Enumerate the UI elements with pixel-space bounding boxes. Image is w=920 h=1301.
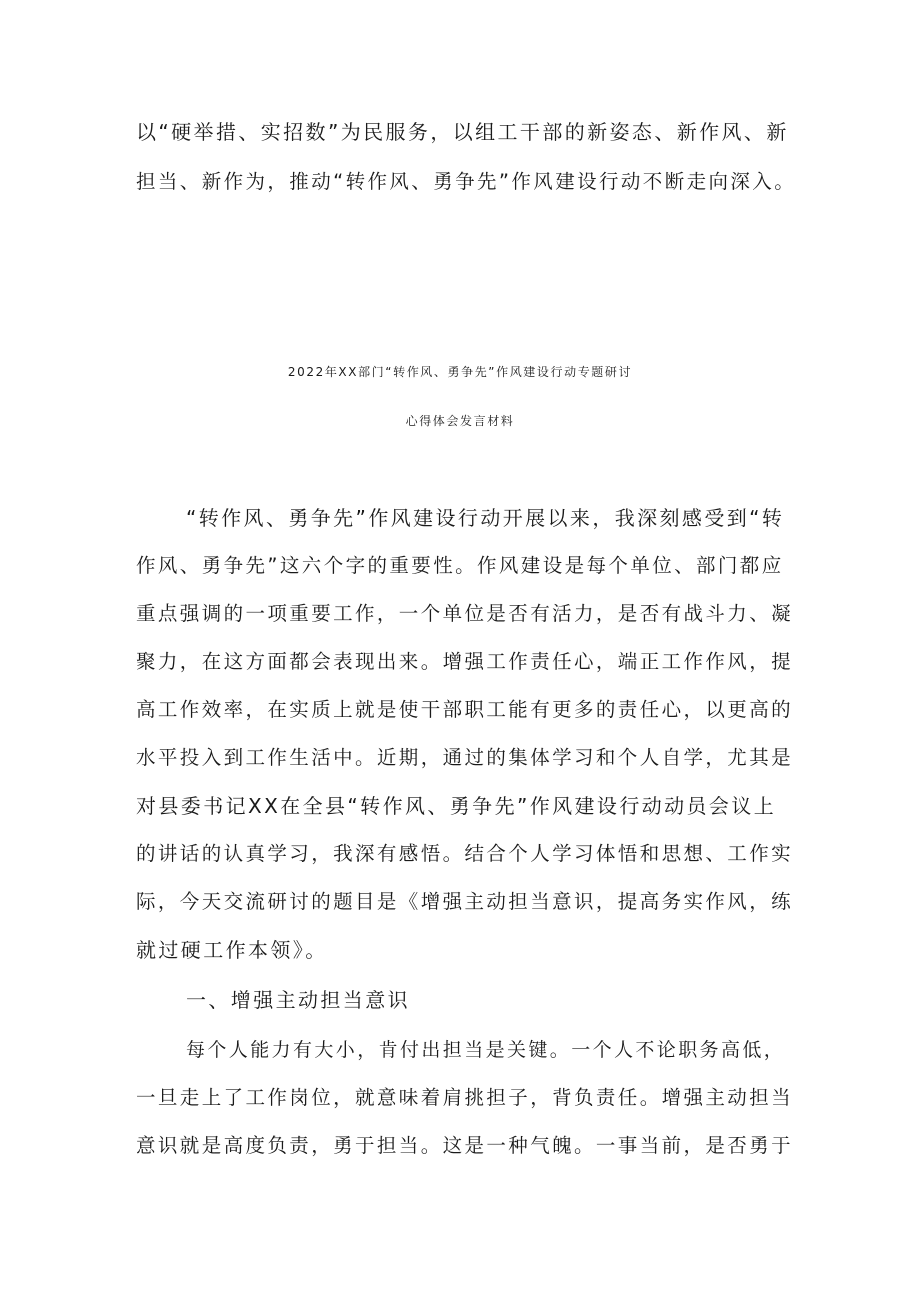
paragraph-line: 作风、勇争先”这六个字的重要性。作风建设是每个单位、部门都应 <box>136 554 784 577</box>
paragraph-line: 的讲话的认真学习，我深有感悟。结合个人学习体悟和思想、工作实 <box>136 842 794 865</box>
paragraph-line: 水平投入到工作生活中。近期，通过的集体学习和个人自学，尤其是 <box>136 746 794 769</box>
paragraph-line: 重点强调的一项重要工作，一个单位是否有活力，是否有战斗力、凝 <box>136 602 794 625</box>
paragraph-line: 意识就是高度负责，勇于担当。这是一种气魄。一事当前，是否勇于 <box>136 1134 794 1157</box>
paragraph-line: 高工作效率，在实质上就是使干部职工能有更多的责任心，以更高的 <box>136 698 794 721</box>
paragraph-line: 以“硬举措、实招数”为民服务，以组工干部的新姿态、新作风、新 <box>136 120 789 144</box>
title-line-2: 心得体会发言材料 <box>405 414 515 428</box>
paragraph-line: 聚力，在这方面都会表现出来。增强工作责任心，端正工作作风，提 <box>136 650 794 673</box>
paragraph-line: 对县委书记XX在全县“转作风、勇争先”作风建设行动动员会议上 <box>136 794 777 818</box>
section-heading: 一、增强主动担当意识 <box>186 988 410 1012</box>
paragraph-line: 一旦走上了工作岗位，就意味着肩挑担子，背负责任。增强主动担当 <box>136 1086 794 1109</box>
paragraph-line: “转作风、勇争先”作风建设行动开展以来，我深刻感受到“转 <box>186 506 785 530</box>
title-line-1: 2022年XX部门“转作风、勇争先”作风建设行动专题研讨 <box>287 365 633 379</box>
paragraph-line: 际，今天交流研讨的题目是《增强主动担当意识，提高务实作风，练 <box>136 890 794 913</box>
paragraph-line: 就过硬工作本领》。 <box>136 938 328 962</box>
paragraph-line: 每个人能力有大小，肯付出担当是关键。一个人不论职务高低， <box>186 1039 786 1061</box>
paragraph-line: 担当、新作为，推动“转作风、勇争先”作风建设行动不断走向深入。 <box>136 170 797 193</box>
